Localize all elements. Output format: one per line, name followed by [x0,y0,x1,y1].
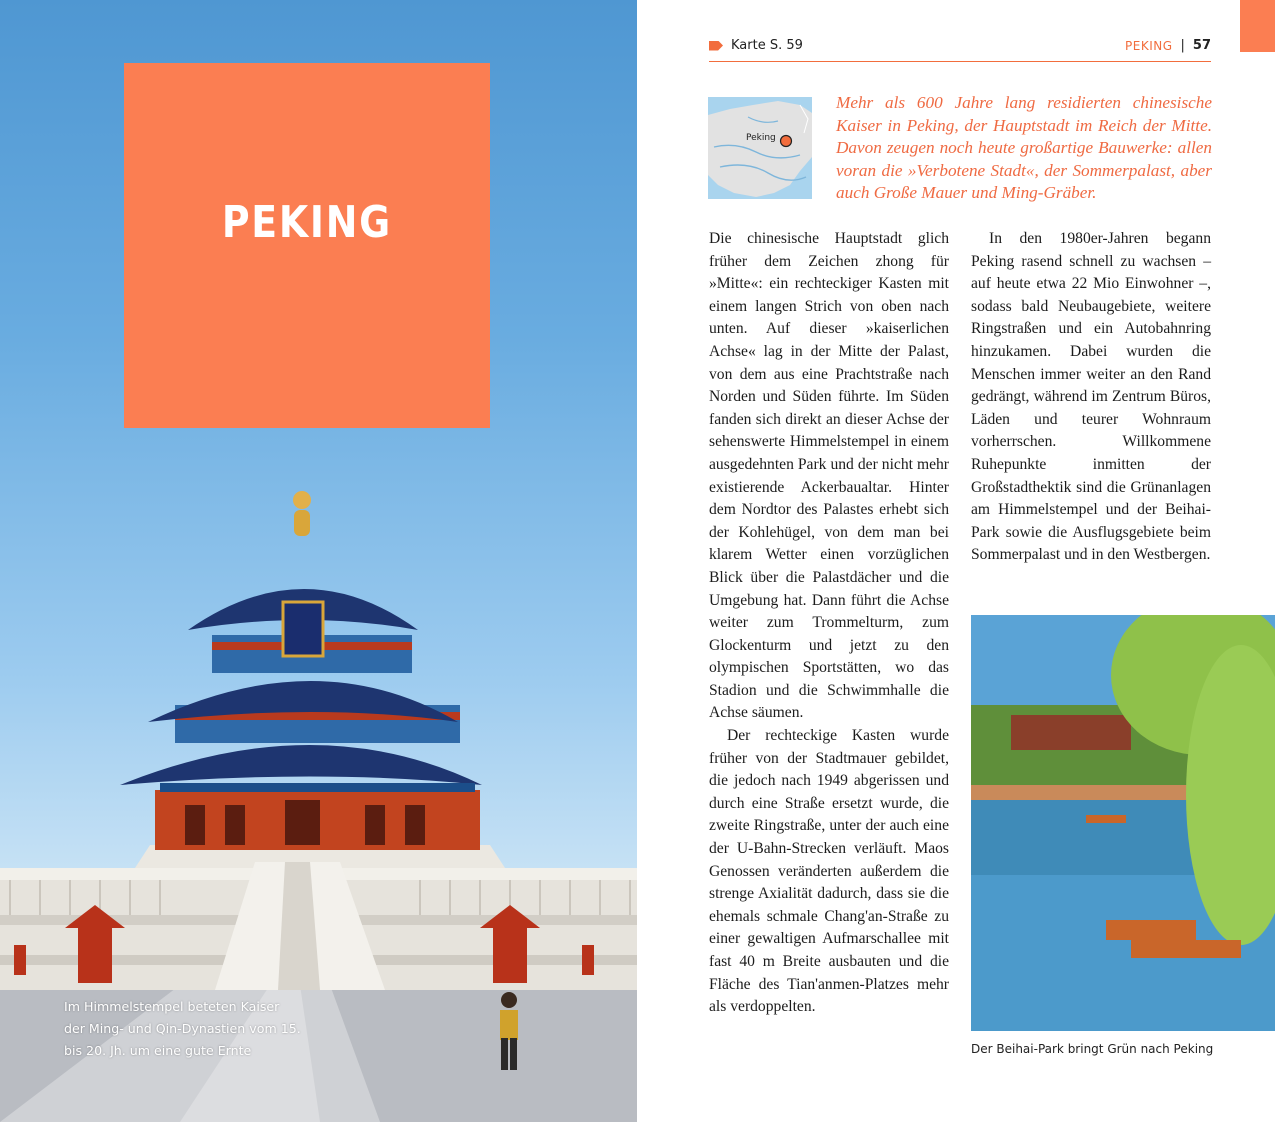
section-name: PEKING [1125,38,1173,53]
text-column-2 [971,228,1211,567]
locator-map [708,97,812,199]
photo-caption-beihai: Der Beihai-Park bringt Grün nach Peking [971,1042,1214,1056]
beihai-park-photo [971,615,1275,1031]
left-page-photo [0,0,637,1122]
page-edge-tab [1240,0,1275,52]
header-rule [709,61,1211,62]
location-marker-icon [781,136,792,147]
paragraph: Die chinesische Hauptstadt glich früher dem Zeichen zhong für »Mitte«: ein rechteckiger Kasten mit einem langen Strich von oben nach unten. Auf dieser »kaiserlichen Achse« lag in der Mitte der Palast, von dem aus eine Prachtstraße nach Norden und Süden führte. Im Süden fanden sich direkt an dieser Achse der sehenswerte Himmelstempel in einem ausgedehnten Park und der nicht mehr existierende Ackerbaualtar. Hinter dem Nordtor des Palastes erhebt sich der Kohlehügel, von dem man bei klarem Wetter einen vorzüglichen Blick über die Palastdächer und die Umgebung hat. Dann führt die Achse weiter zum Trommelturm, zum Glockenturm und jetzt zu den olympischen Sportstätten, wo das Stadion und die Schwimmhalle die Achse säumen. [709,230,949,722]
paragraph: Der rechteckige Kasten wurde früher von der Stadtmauer gebildet, die jedoch nach 1949 abgerissen und durch eine Straße ersetzt wurde, die zweite Ringstraße, unter der auch eine der U-Bahn-Strecken verläuft. Maos Genossen veränderten außerdem die strenge Axialität dadurch, dass sie die ehemals schmale Chang'an-Straße zu einer gewaltigen Aufmarschallee mit fast 40 m Breite ausbauten und die Fläche des Tian'anmen-Platzes mehr als verdoppelten. [709,727,949,1016]
map-label: Peking [746,133,776,143]
chapter-intro: Mehr als 600 Jahre lang residierten chinesische Kaiser in Peking, der Hauptstadt im Reich der Mitte. Davon zeugen noch heute großartige Bauwerke: allen voran die »Verbotene Stadt«, der Sommerpalast, aber auch Große Mauer und Ming-Gräber. [836,93,1212,203]
chapter-title: PEKING [221,197,393,248]
running-header-left [709,38,803,53]
header-separator: | [1180,38,1185,53]
page-number: 57 [1192,38,1211,53]
chapter-title-box [124,63,490,428]
paragraph: In den 1980er-Jahren begann Peking rasend schnell zu wachsen – auf heute etwa 22 Mio Einwohner –, sodass bald Neubaugebiete, weitere Ringstraßen und ein Autobahnring hinzukamen. Dabei wurden die Menschen immer weiter an den Rand gedrängt, während im Zentrum Büros, Läden und teurer Wohnraum vorherrschen. Willkommene Ruhepunkte inmitten der Großstadthektik sind die Grünanlagen am Himmelstempel und der Beihai-Park sowie die Ausflugsgebiete beim Sommerpalast und in den Westbergen. [971,230,1211,564]
photo-caption-temple: Im Himmelstempel beteten Kaiser der Ming- und Qin-Dynastien vom 15. bis 20. Jh. um eine gute Ernte [64,999,301,1058]
text-column-1 [709,228,949,1019]
map-arrow-icon [709,41,723,51]
running-header-right [1125,38,1211,53]
map-reference: Karte S. 59 [731,38,803,53]
